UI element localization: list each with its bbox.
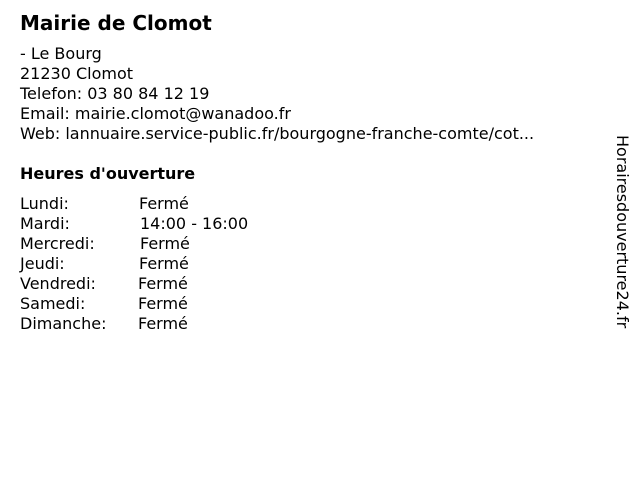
day-label: Lundi: (20, 194, 69, 213)
email-text: Email: mairie.clomot@wanadoo.fr (20, 104, 291, 123)
address-line-2: 21230 Clomot (20, 64, 134, 83)
day-hours: Fermé (138, 314, 188, 333)
opening-hours-list (20, 194, 420, 334)
day-hours: Fermé (138, 294, 188, 313)
day-hours: 14:00 - 16:00 (140, 214, 249, 233)
day-hours: Fermé (139, 194, 189, 213)
day-hours: Fermé (138, 274, 188, 293)
hours-row-wednesday (20, 234, 420, 254)
opening-hours-heading: Heures d'ouverture (20, 164, 196, 183)
day-label: Dimanche: (20, 314, 107, 333)
address-line-1: - Le Bourg (20, 44, 102, 63)
day-label: Samedi: (20, 294, 86, 313)
day-label: Mardi: (20, 214, 70, 233)
day-label: Vendredi: (20, 274, 96, 293)
hours-row-monday (20, 194, 420, 214)
page-title: Mairie de Clomot (20, 11, 212, 35)
hours-row-friday (20, 274, 420, 294)
day-label: Mercredi: (20, 234, 95, 253)
day-hours: Fermé (139, 254, 189, 273)
website-text: Web: lannuaire.service-public.fr/bourgogne-franche-comte/cot... (20, 124, 535, 143)
contact-info (20, 44, 534, 144)
day-hours: Fermé (140, 234, 190, 253)
site-watermark: Horairesdouverture24.fr (613, 135, 632, 329)
hours-row-tuesday (20, 214, 420, 234)
hours-row-saturday (20, 294, 420, 314)
phone-text: Telefon: 03 80 84 12 19 (20, 84, 210, 103)
hours-row-sunday (20, 314, 420, 334)
hours-row-thursday (20, 254, 420, 274)
day-label: Jeudi: (20, 254, 65, 273)
